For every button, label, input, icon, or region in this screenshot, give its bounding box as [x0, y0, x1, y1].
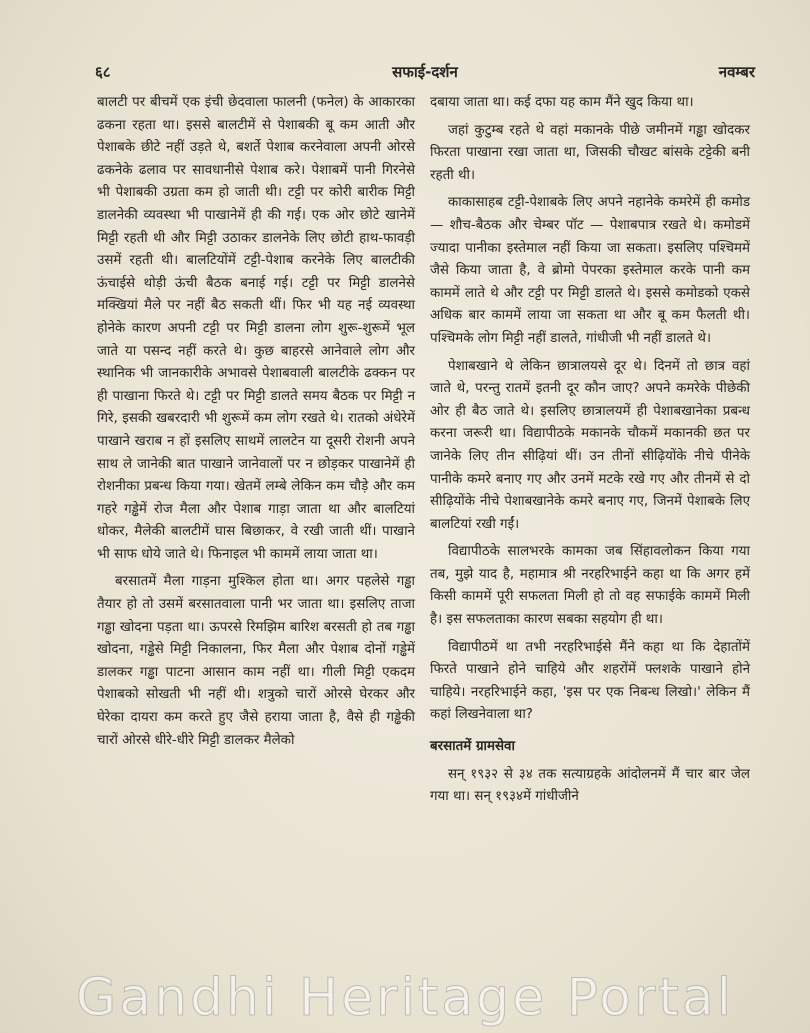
paragraph: काकासाहब टट्टी-पेशाबके लिए अपने नहानेके कमरेमें ही कमोड — शौच-बैठक और चेम्बर पॉट — पेशाबपात्र रखते थे। कमोडमें ज्यादा पानीका इस्तेमाल नहीं किया जा सकता। इसलिए पश्चिममें जैसे किया जाता है, वे ब्रोमो पेपरका इस्तेमाल करके पानी कम काममें लाते थे और टट्टी पर मिट्टी डालते थे। इससे कमोडको एकसे अधिक बार काममें लाया जा सकता था और बू कम फैलती थी। पश्चिमके लोग मिट्टी नहीं डालते, गांधीजी भी नहीं डालते थे।	[430, 195, 750, 346]
paragraph: पेशाबखाने थे लेकिन छात्रालयसे दूर थे। दिनमें तो छात्र वहां जाते थे, परन्तु रातमें इतनी दूर कौन जाए? अपने कमरेके पीछेकी ओर ही बैठ जाते थे। इसलिए छात्रालयमें ही पेशाबखानेका प्रबन्ध करना जरूरी था। विद्यापीठके मकानके चौकमें मकानकी छत पर जानेके लिए तीन सीढ़ियां थीं। उन तीनों सीढ़ियोंके नीचे पीनेके पानीके कमरे बनाए गए और उनमें मटके रखे गए और तीनमें से दो सीढ़ियोंके नीचे पेशाबखानेके कमरे बनाए गए, जिनमें पेशाबके लिए बालटियां रखी गईं।	[430, 358, 750, 532]
section-heading: बरसातमें ग्रामसेवा	[430, 739, 515, 755]
paragraph: जहां कुटुम्ब रहते थे वहां मकानके पीछे जमीनमें गड्ढा खोदकर फिरता पाखाना रखा जाता था, जिसकी चौखट बांसके टट्टेकी बनी रहती थी।	[430, 122, 750, 183]
running-title: सफाई-दर्शन	[392, 63, 458, 81]
paragraph: सन् १९३२ से ३४ तक सत्याग्रहके आंदोलनमें मैं चार बार जेल गया था। सन् १९३४में गांधीजीने	[430, 766, 750, 805]
paragraph: विद्यापीठमें था तभी नरहरिभाईसे मैंने कहा था कि देहातोंमें फिरते पाखाने होने चाहिये और शहरोंमें फ्लशके पाखाने होने चाहिये। नरहरिभाईने कहा, 'इस पर एक निबन्ध लिखो।' लेकिन मैं कहां लिखनेवाला था?	[430, 639, 750, 723]
paragraph: बरसातमें मैला गाड़ना मुश्किल होता था। अगर पहलेसे गड्ढा तैयार हो तो उसमें बरसातवाला पानी भर जाता था। इसलिए ताजा गड्ढा खोदना पड़ता था। ऊपरसे रिमझिम बारिश बरसती हो तब गड्ढा खोदना, गड्ढेसे मिट्टी निकालना, फिर मैला और पेशाब दोनों गड्ढेमें डालकर गड्ढा पाटना आसान काम नहीं था। गीली मिट्टी एकदम पेशाबको सोखती भी नहीं थी। शत्रुको चारों ओरसे घेरकर और घेरेका दायरा कम करते हुए जैसे हराया जाता है, वैसे ही गड्ढेकी चारों ओरसे धीरे-धीरे मिट्टी डालकर मैलेको	[97, 574, 415, 748]
paragraph: विद्यापीठके सालभरके कामका जब सिंहावलोकन किया गया तब, मुझे याद है, महामात्र श्री नरहरिभाईने कहा था कि अगर हमें किसी काममें पूरी सफलता मिली हो तो वह सफाईके काममें मिली है। इस सफलताका कारण सबका सहयोग ही था।	[430, 544, 750, 628]
paragraph: बालटी पर बीचमें एक इंची छेदवाला फालनी (फनेल) के आकारका ढकना रहता था। इससे बालटीमें से पेशाबकी बू कम आती और पेशाबके छीटे नहीं उड़ते थे, बशर्ते पेशाब करनेवाला अपनी ओरसे ढकनेके ढलाव पर सावधानीसे पेशाब करे। पेशाबमें पानी गिरनेसे भी पेशाबकी उग्रता कम हो जाती थी। टट्टी पर कोरी बारीक मिट्टी डालनेकी व्यवस्था भी पाखानेमें ही की गई। एक ओर छोटे खानेमें मिट्टी रहती थी और मिट्टी उठाकर डालनेके लिए छोटी हाथ-फावड़ी उसमें रहती थी। बालटियोंमें टट्टी-पेशाब करनेके लिए बालटीकी ऊंचाईसे थोड़ी ऊंची बैठक बनाई गई। टट्टी पर मिट्टी डालनेसे मक्खियां मैले पर नहीं बैठ सकती थीं। फिर भी यह नई व्यवस्था होनेके कारण अपनी टट्टी पर मिट्टी डालना लोग शुरू-शुरूमें भूल जाते या पसन्द नहीं करते थे। कुछ बाहरसे आनेवाले लोग और स्थानिक भी जानकारीके अभावसे पेशाबवाली बालटीके ढक्कन पर ही पाखाना फिरते थे। टट्टी पर मिट्टी डालते समय बैठक पर मिट्टी न गिरे, इसकी खबरदारी भी शुरूमें कम लोग रखते थे। रातको अंधेरेमें पाखाने खराब न हों इसलिए साथमें लालटेन या दूसरी रोशनी अपने साथ ले जानेकी बात पाखाने जानेवालों पर न छोड़कर पाखानेमें ही रोशनीका प्रबन्ध किया गया। खेतमें लम्बे लेकिन कम चौड़े और कम गहरे गड्ढेमें रोज मैला और पेशाब गाड़ा जाता था और बालटियां धोकर, मैलेकी बालटीमें घास बिछाकर, वे रखी जाती थीं। पाखाने भी साफ धोये जाते थे। फिनाइल भी काममें लाया जाता था।	[97, 95, 415, 562]
page-number: ६८	[95, 63, 111, 81]
page-header	[95, 62, 755, 84]
paragraph: दबाया जाता था। कई दफा यह काम मैंने खुद किया था।	[430, 95, 694, 110]
left-column	[97, 92, 415, 752]
right-column	[430, 92, 750, 809]
issue-month: नवम्बर	[718, 63, 755, 81]
watermark: Gandhi Heritage Portal	[75, 968, 735, 1028]
